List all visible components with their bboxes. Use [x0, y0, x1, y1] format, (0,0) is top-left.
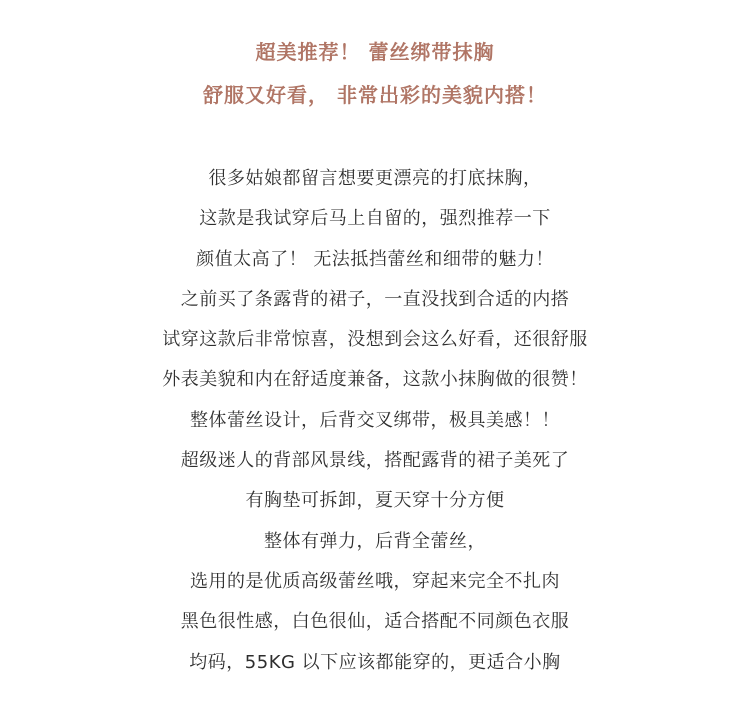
description-line: 颜值太高了！ 无法抵挡蕾丝和细带的魅力！	[196, 248, 554, 270]
headline-recommendation: 超美推荐！ 蕾丝绑带抹胸	[255, 40, 495, 64]
description-line: 外表美貌和内在舒适度兼备，这款小抹胸做的很赞！	[162, 369, 588, 391]
description-line: 黑色很性感，白色很仙，适合搭配不同颜色衣服	[180, 611, 570, 633]
description-line: 很多姑娘都留言想要更漂亮的打底抹胸，	[208, 168, 542, 189]
description-line: 整体有弹力，后背全蕾丝，	[264, 530, 486, 552]
description-line: 有胸垫可拆卸，夏天穿十分方便	[245, 490, 505, 512]
description-line: 这款是我试穿后马上自留的，强烈推荐一下	[199, 208, 551, 230]
description-line: 均码，55KG 以下应该都能穿的，更适合小胸	[189, 651, 561, 673]
description-line: 选用的是优质高级蕾丝哦，穿起来完全不扎肉	[190, 570, 560, 592]
headline-subtitle: 舒服又好看， 非常出彩的美貌内搭！	[203, 83, 547, 107]
description-paragraph	[0, 166, 750, 690]
description-line: 试穿这款后非常惊喜，没想到会这么好看，还很舒服	[162, 329, 588, 351]
description-line: 超级迷人的背部风景线，搭配露背的裙子美死了	[180, 450, 570, 472]
description-line: 整体蕾丝设计，后背交叉绑带，极具美感！！	[190, 409, 560, 431]
description-line: 之前买了条露背的裙子，一直没找到合适的内搭	[180, 288, 570, 310]
